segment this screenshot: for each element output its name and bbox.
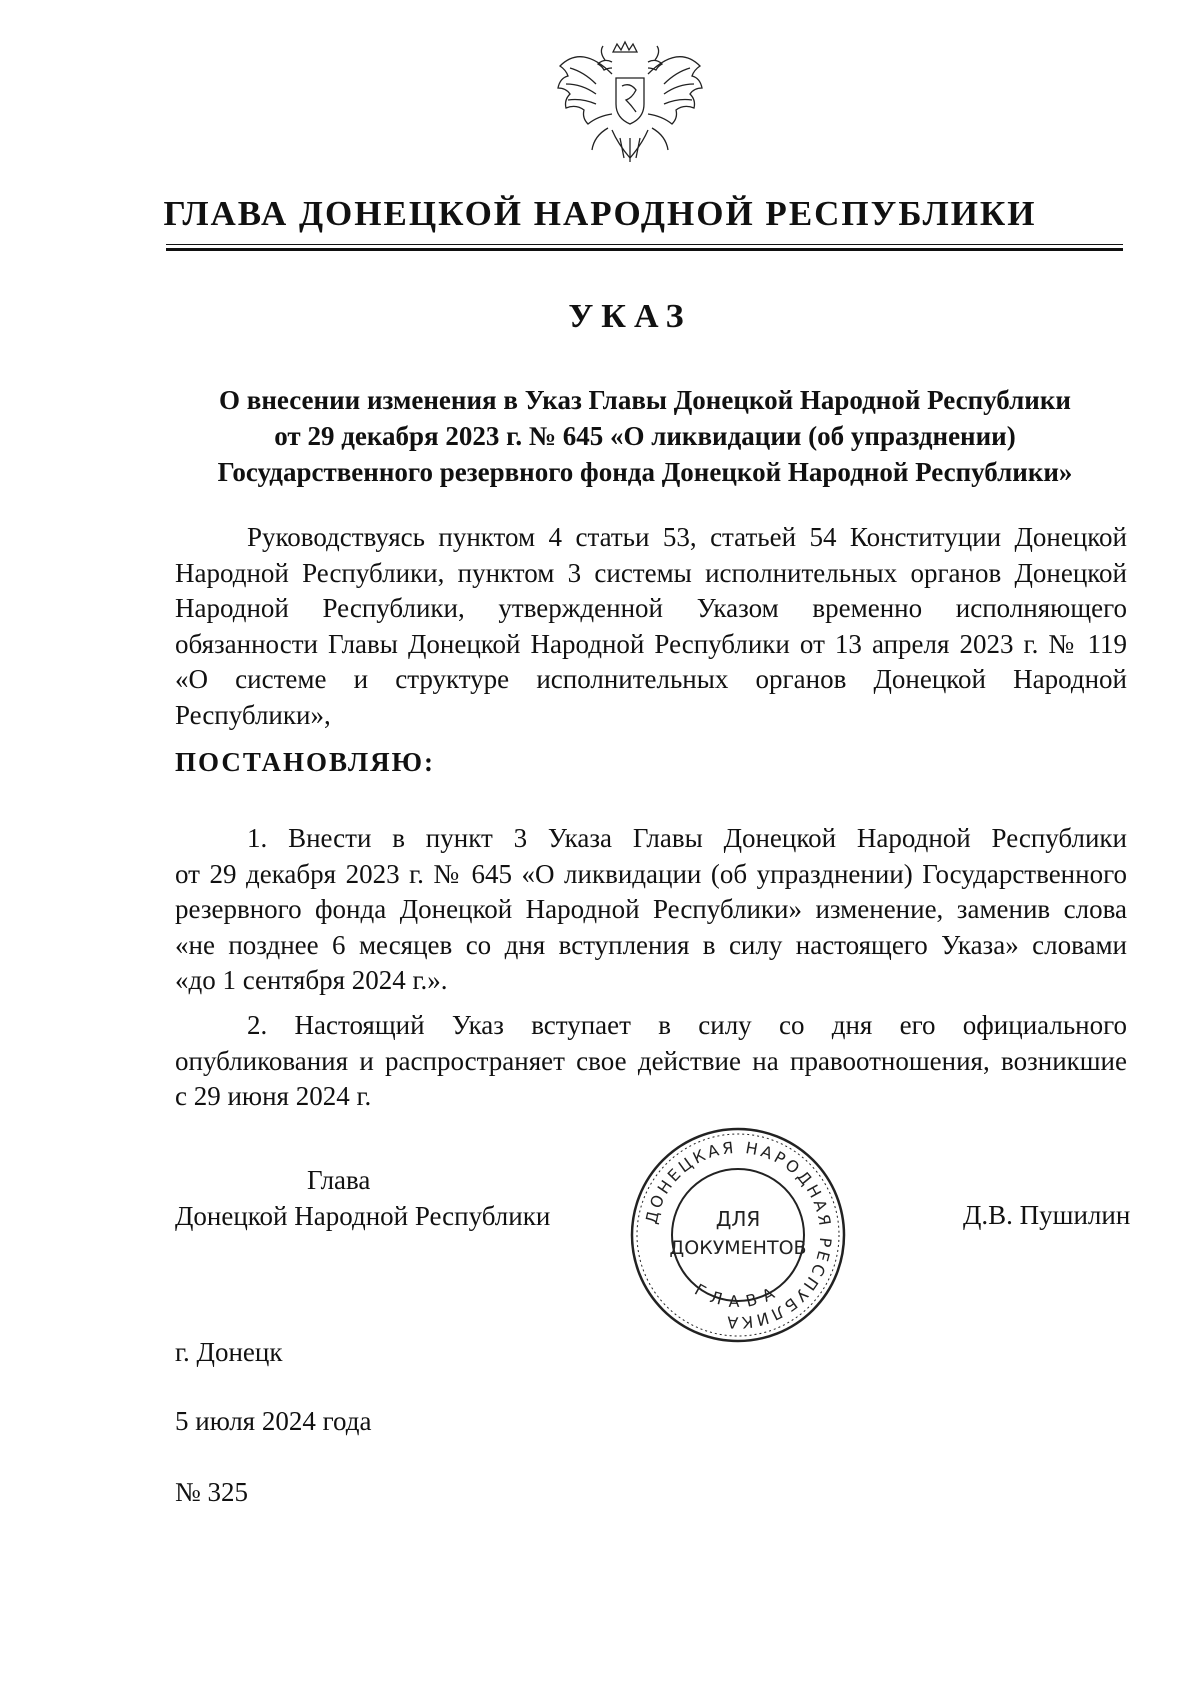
- item-line: от 29 декабря 2023 г. № 645 «О ликвидации (об упразднении) Государственного: [175, 858, 1127, 889]
- item-line: с 29 июня 2024 г.: [175, 1081, 372, 1111]
- document-number: № 325: [175, 1477, 249, 1507]
- header-divider-thin: [166, 244, 1123, 245]
- preamble-line: Руководствуясь пунктом 4 статьи 53, статьей 54 Конституции Донецкой: [247, 522, 1127, 552]
- signatory-position-line: Глава: [307, 1165, 371, 1195]
- subject-line: от 29 декабря 2023 г. № 645 «О ликвидации (об упразднении): [274, 421, 1016, 451]
- document-type: УКАЗ: [568, 298, 692, 335]
- coat-of-arms-eagle-icon: [550, 38, 710, 173]
- preamble-paragraph: [175, 520, 1127, 733]
- issue-city: г. Донецк: [175, 1337, 283, 1367]
- preamble-line: Республики»,: [175, 699, 331, 730]
- document-subject: [170, 382, 1120, 490]
- signatory-name: Д.В. Пушилин: [963, 1200, 1131, 1230]
- item-line: «не позднее 6 месяцев со дня вступления в силу настоящего Указа» словами: [175, 929, 1127, 960]
- stamp-center-line: ДЛЯ: [715, 1207, 761, 1231]
- preamble-line: «О системе и структуре исполнительных органов Донецкой Народной: [175, 664, 1127, 694]
- preamble-line: Народной Республики, утвержденной Указом временно исполняющего: [175, 593, 1127, 623]
- item-line: 2. Настоящий Указ вступает в силу со дня его официального: [247, 1010, 1127, 1040]
- subject-line: Государственного резервного фонда Донецкой Народной Республики»: [217, 457, 1073, 487]
- item-line: опубликования и распространяет свое действие на правоотношения, возникшие: [175, 1045, 1127, 1076]
- header-divider-thick: [166, 248, 1123, 251]
- stamp-bottom-text: ГЛАВА: [691, 1279, 785, 1311]
- item-line: «до 1 сентября 2024 г.».: [175, 965, 448, 995]
- stamp-ring-text: ДОНЕЦКАЯ НАРОДНАЯ РЕСПУБЛИКА: [641, 1137, 836, 1333]
- item-line: резервного фонда Донецкой Народной Республики» изменение, заменив слова: [175, 894, 1127, 924]
- decree-item-2: [175, 1008, 1127, 1115]
- official-seal-stamp: [625, 1122, 851, 1348]
- issue-date: 5 июля 2024 года: [175, 1406, 372, 1436]
- decree-heading: ПОСТАНОВЛЯЮ:: [175, 747, 435, 777]
- signatory-position: [175, 1162, 550, 1234]
- stamp-center-line: ДОКУМЕНТОВ: [669, 1237, 807, 1259]
- decree-item-1: [175, 821, 1127, 999]
- item-line: 1. Внести в пункт 3 Указа Главы Донецкой Народной Республики: [247, 823, 1127, 853]
- subject-line: О внесении изменения в Указ Главы Донецкой Народной Республики: [219, 385, 1071, 415]
- preamble-line: Народной Республики, пунктом 3 системы исполнительных органов Донецкой: [175, 557, 1127, 588]
- preamble-line: обязанности Главы Донецкой Народной Республики от 13 апреля 2023 г. № 119: [175, 628, 1127, 659]
- signatory-position-line: Донецкой Народной Республики: [175, 1201, 551, 1231]
- issuer-title: ГЛАВА ДОНЕЦКОЙ НАРОДНОЙ РЕСПУБЛИКИ: [163, 194, 1037, 233]
